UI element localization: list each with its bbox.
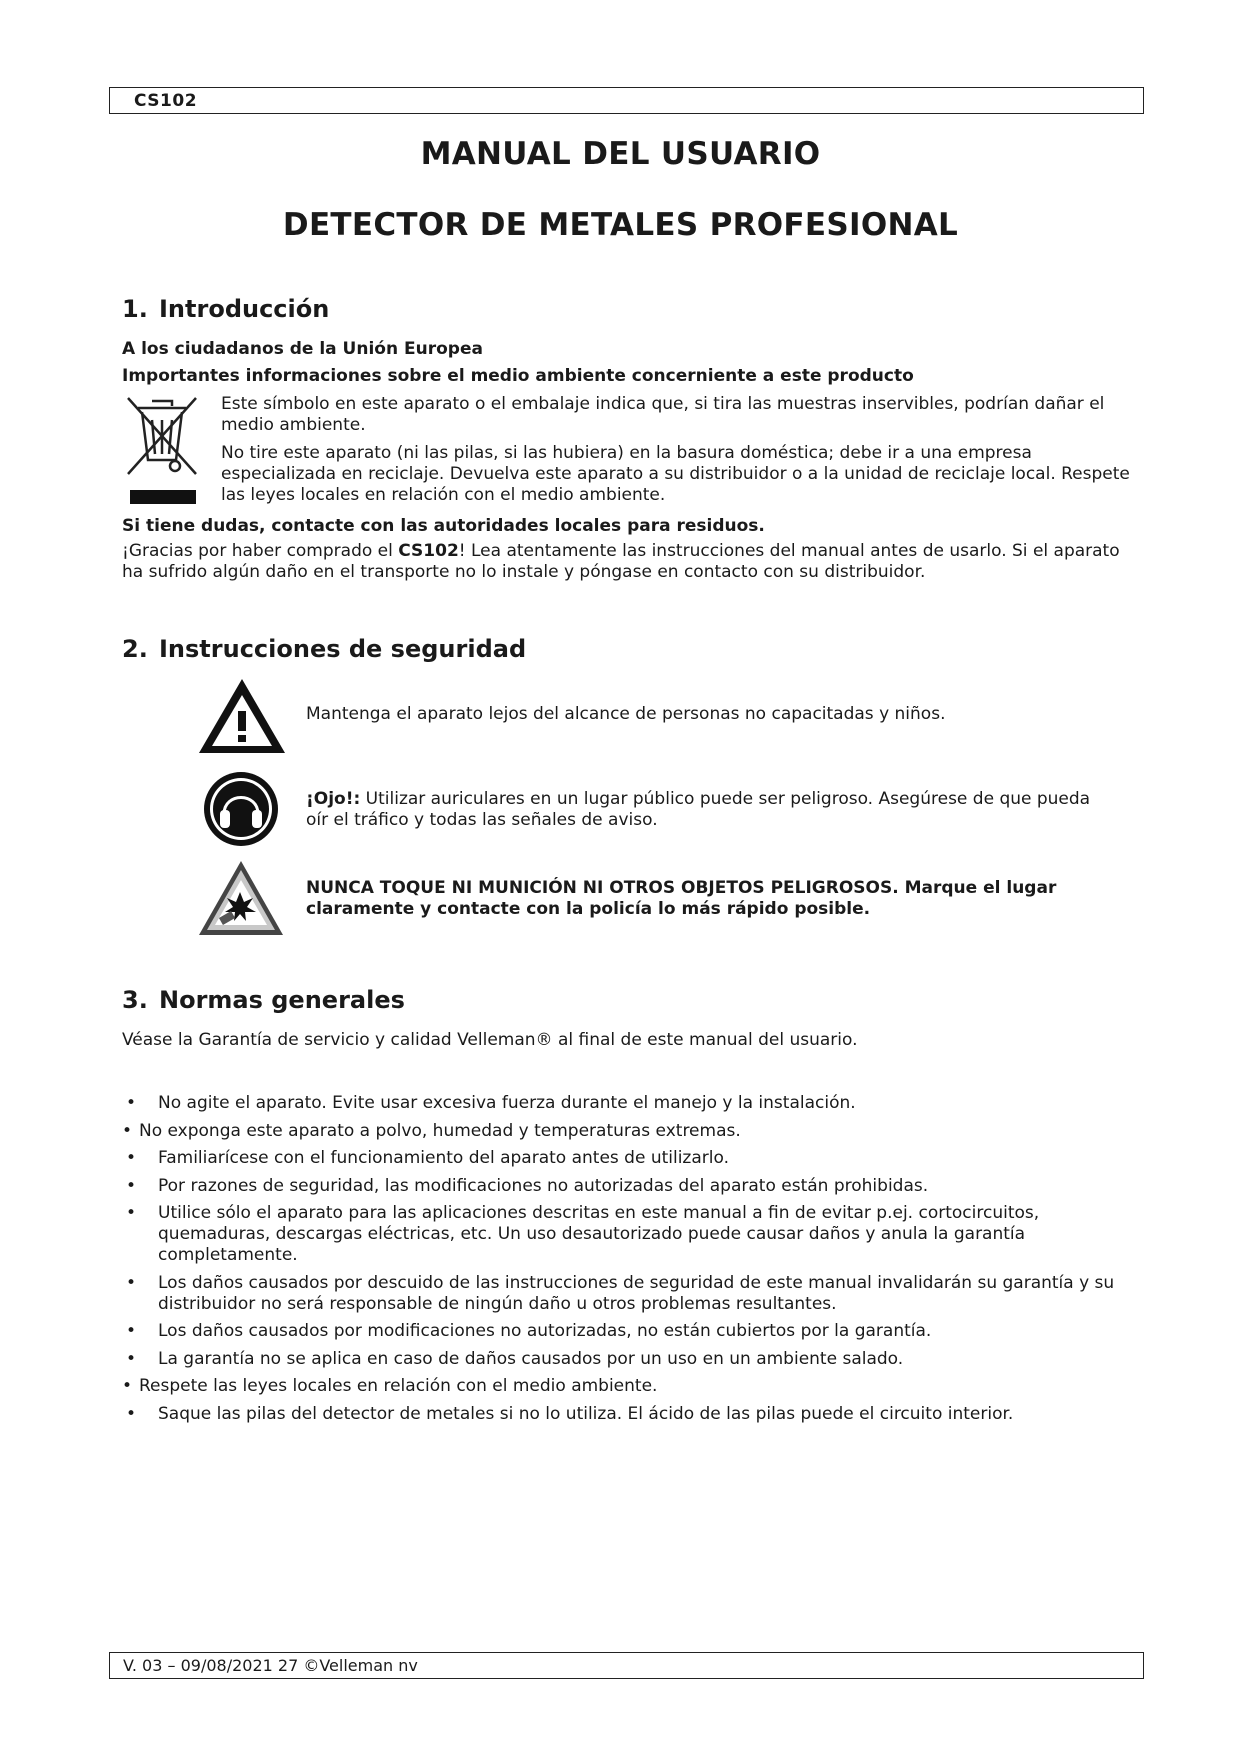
doubts-text: Si tiene dudas, contacte con las autoridades locales para residuos. [122, 516, 765, 536]
ear-protection-icon [202, 770, 280, 848]
bullet-mark: • [126, 1348, 137, 1369]
list-item-text: No agite el aparato. Evite usar excesiva fuerza durante el manejo y la instalación. [158, 1093, 856, 1113]
list-item [122, 1404, 1132, 1425]
general-rules-list [122, 1093, 1132, 1431]
section-2-title: Instrucciones de seguridad [159, 635, 527, 663]
list-item [122, 1176, 1132, 1197]
list-item-text: Los daños causados por modificaciones no autorizadas, no están cubiertos por la garantía. [158, 1321, 932, 1341]
safety-item-2-text: Utilizar auriculares en un lugar público puede ser peligroso. Asegúrese de que pueda oír el tráfico y todas las señales de aviso. [306, 789, 1091, 830]
bullet-mark: • [126, 1148, 137, 1168]
footer-text: V. 03 – 09/08/2021 27 ©Velleman nv [123, 1656, 418, 1675]
list-item [122, 1273, 1132, 1315]
list-item [122, 1321, 1132, 1342]
list-item [122, 1376, 1132, 1397]
weee-bin-icon [122, 394, 202, 506]
thanks-paragraph [122, 541, 1132, 583]
list-item-text: Saque las pilas del detector de metales si no lo utiliza. El ácido de las pilas puede el circuito interior. [158, 1403, 1014, 1424]
section-3-title: Normas generales [159, 986, 405, 1014]
general-intro: Véase la Garantía de servicio y calidad Velleman® al final de este manual del usuario. [122, 1030, 858, 1050]
header-model: CS102 [134, 91, 198, 111]
bullet-mark: • [126, 1272, 137, 1293]
safety-item-1: Mantenga el aparato lejos del alcance de personas no capacitadas y niños. [306, 704, 946, 724]
section-1-title: Introducción [159, 295, 330, 323]
safety-item-2-bold: ¡Ojo!: [306, 789, 361, 809]
section-2-number: 2. [122, 635, 148, 663]
thanks-model: CS102 [398, 541, 459, 561]
list-item-text: No exponga este aparato a polvo, humedad y temperaturas extremas. [139, 1120, 741, 1141]
bullet-mark: • [122, 1376, 133, 1396]
thanks-pre: ¡Gracias por haber comprado el [122, 541, 399, 561]
list-item-text: Utilice sólo el aparato para las aplicaciones descritas en este manual a fin de evitar p.ej. cortocircuitos, quemaduras, descargas eléctricas, etc. Un uso desautorizado puede causar daños y anula la garantía completamente. [158, 1203, 1040, 1265]
list-item-text: Por razones de seguridad, las modificaciones no autorizadas del aparato están prohibidas. [158, 1175, 929, 1196]
eu-heading: A los ciudadanos de la Unión Europea [122, 339, 483, 359]
section-3-number: 3. [122, 986, 148, 1014]
bullet-mark: • [122, 1120, 133, 1141]
list-item [122, 1121, 1132, 1142]
env-heading: Importantes informaciones sobre el medio ambiente concerniente a este producto [122, 366, 914, 386]
list-item-text: La garantía no se aplica en caso de daños causados por un uso en un ambiente salado. [158, 1348, 904, 1369]
list-item [122, 1093, 1132, 1114]
explosive-hazard-icon [196, 858, 286, 938]
header-box [109, 87, 1144, 114]
list-item [122, 1203, 1132, 1266]
safety-item-3: NUNCA TOQUE NI MUNICIÓN NI OTROS OBJETOS PELIGROSOS. Marque el lugar claramente y contacte con la policía lo más rápido posible. [306, 878, 1057, 919]
section-1-heading [122, 295, 329, 323]
safety-item-2 [306, 789, 1106, 831]
section-2-heading [122, 635, 526, 663]
list-item [122, 1148, 1132, 1169]
page-title: MANUAL DEL USUARIO [420, 136, 821, 172]
thanks-post: ! Lea atentamente las instrucciones del manual antes de usarlo. Si el aparato ha sufrido algún daño en el transporte no lo instale y póngase en contacto con su distribuidor. [122, 541, 1120, 582]
weee-paragraph-2: No tire este aparato (ni las pilas, si las hubiera) en la basura doméstica; debe ir a una empresa especializada en reciclaje. Devuelva este aparato a su distribuidor o a la unidad de reciclaje local. Respete las leyes locales en relación con el medio ambiente. [221, 443, 1130, 505]
weee-paragraph-1: Este símbolo en este aparato o el embalaje indica que, si tira las muestras inservibles, podrían dañar el medio ambiente. [221, 394, 1105, 435]
warning-triangle-icon [196, 676, 288, 756]
bullet-mark: • [126, 1403, 137, 1424]
section-3-heading [122, 986, 405, 1014]
list-item-text: Los daños causados por descuido de las instrucciones de seguridad de este manual invalidarán su garantía y su distribuidor no será responsable de ningún daño u otros problemas resultantes. [158, 1272, 1115, 1314]
bullet-mark: • [126, 1175, 137, 1196]
list-item-text: Familiarícese con el funcionamiento del aparato antes de utilizarlo. [158, 1148, 729, 1168]
bullet-mark: • [126, 1093, 137, 1113]
bullet-mark: • [126, 1321, 137, 1341]
list-item [122, 1349, 1132, 1370]
bullet-mark: • [126, 1203, 137, 1223]
section-1-number: 1. [122, 295, 148, 323]
list-item-text: Respete las leyes locales en relación con el medio ambiente. [139, 1376, 658, 1396]
page-subtitle: DETECTOR DE METALES PROFESIONAL [282, 207, 959, 243]
